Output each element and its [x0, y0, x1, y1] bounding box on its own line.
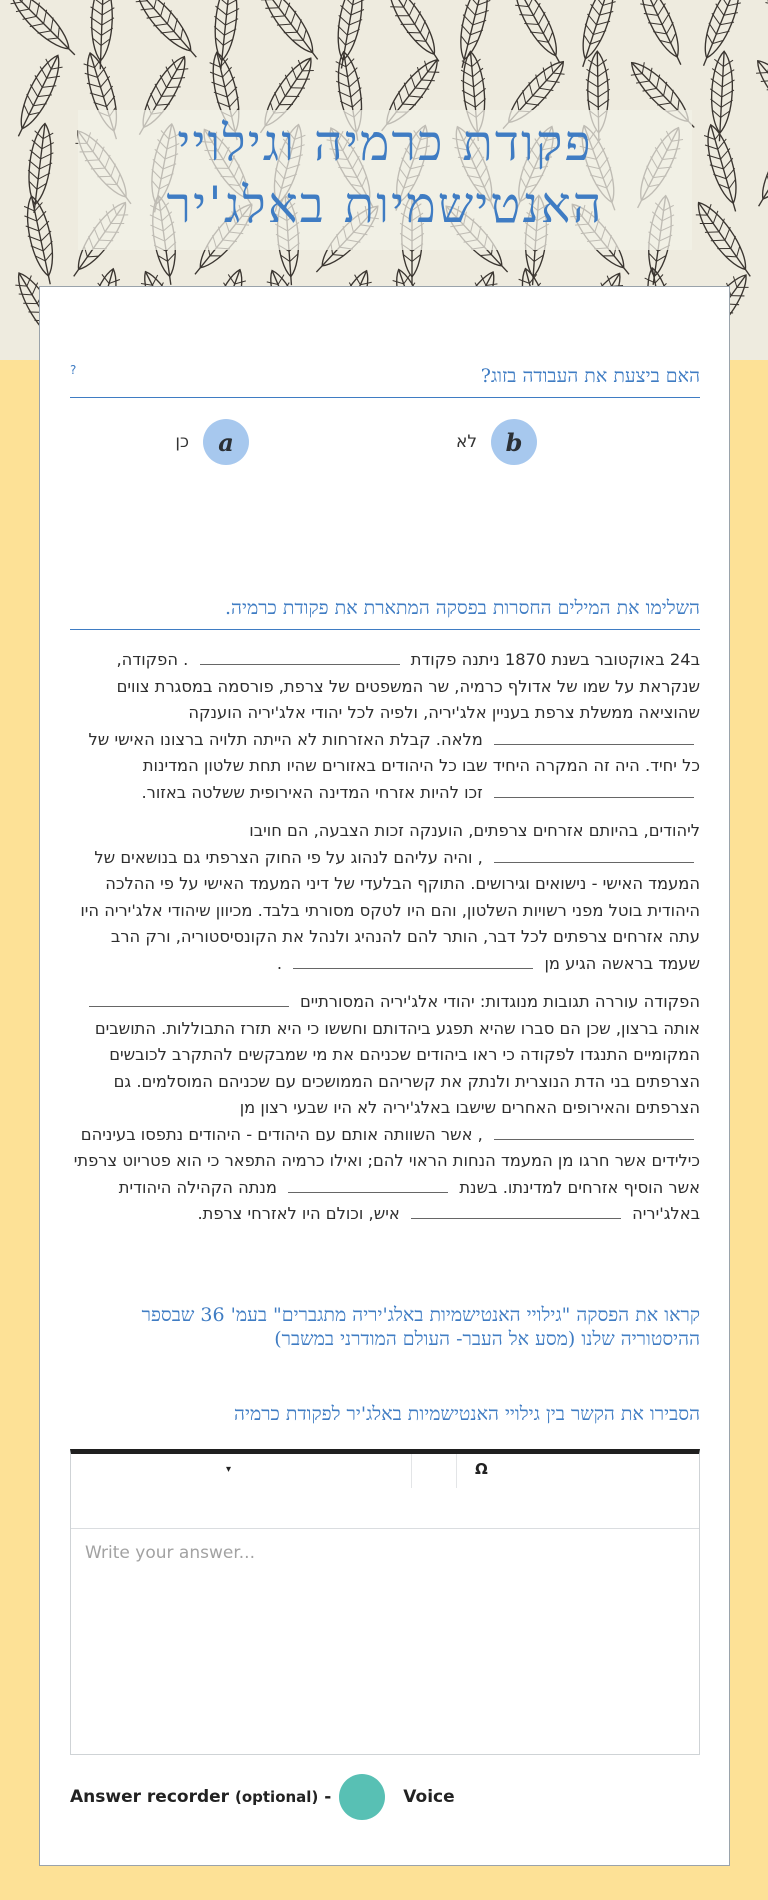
- p1-text-3: מלאה. קבלת האזרחות לא הייתה תלויה ברצונו האישי של כל יחיד. היה זה המקרה היחיד שבו כל היהודים באזורים שהיו תחת שלטון המדינות: [88, 729, 700, 775]
- record-button[interactable]: [339, 1774, 385, 1820]
- format-dropdown-icon[interactable]: ▾: [226, 1464, 232, 1475]
- option-a[interactable]: [175, 419, 249, 465]
- fill-in-passage: [70, 647, 700, 1240]
- paragraph-3: [70, 989, 700, 1228]
- question1-mark: ?: [70, 363, 77, 377]
- feather-icon: [758, 0, 768, 70]
- p2-text-4: .: [276, 953, 283, 973]
- p3-text-6: איש, וכולם היו לאזרחי צרפת.: [197, 1204, 400, 1223]
- p3-text-3: , אשר השוותה אותם עם היהודים - היהודים נתפסו בעיניהם: [80, 1124, 483, 1144]
- toolbar-divider: [411, 1454, 412, 1488]
- blank-9[interactable]: [411, 1201, 621, 1219]
- recorder-optional: (optional): [234, 1788, 319, 1806]
- page-title-line2: האנטישמיות באלג'יר: [166, 176, 604, 234]
- feather-icon: [749, 53, 768, 137]
- paragraph-1: [70, 647, 700, 806]
- blank-2[interactable]: [494, 727, 694, 745]
- feather-icon: [20, 194, 62, 287]
- question3-heading: קראו את הפסקה "גילויי האנטישמיות באלג'יריה מתגברים" בעמ' 36 שבספר ההיסטוריה שלנו (מסע אל העבר- העולם המודרני במשבר): [141, 1304, 700, 1350]
- page-title: [78, 110, 692, 250]
- feather-icon: [699, 122, 747, 215]
- p3-text-5: מנתה הקהילה היהודית באלג'יריה: [118, 1177, 700, 1223]
- feather-icon: [128, 0, 205, 65]
- p3-text-2: אותה ברצון, שכן הם סברו שהיא תפגע ביהדותם וחששו כי היא תזרז התבוללות. התושבים המקומיים התנגדו לפקודה כי ראו ביהודים שכניהם את מי שמבקשים להתקרב לכובשים הצרפתים בני הדת הנוצרית ולנתק את קשריהם הממושכים עם שכניהם המוסלמים. גם הצרפתים והאירופים האחרים שישבו באלג'יריה לא היו שבעי רצון מן: [94, 1018, 700, 1117]
- feather-icon: [330, 0, 369, 71]
- option-a-letter: a: [203, 419, 249, 465]
- question2-heading: השלימו את המילים החסרות בפסקה המתארת את פקודת כרמיה.: [70, 597, 700, 630]
- blank-3[interactable]: [494, 780, 694, 798]
- voice-label: Voice: [403, 1787, 455, 1807]
- feather-icon: [451, 0, 496, 71]
- p3-text-1: הפקודה עוררה תגובות מנוגדות: יהודי אלג'יריה המסורתיים: [300, 992, 700, 1011]
- feather-icon: [506, 0, 570, 69]
- feather-icon: [3, 0, 84, 63]
- answer-textarea[interactable]: Write your answer...: [85, 1543, 255, 1563]
- feather-icon: [380, 0, 449, 68]
- p1-text-1: ב24 באוקטובר בשנת 1870 ניתנה פקודת: [410, 650, 700, 669]
- special-character-icon[interactable]: Ω: [475, 1460, 488, 1478]
- feather-icon: [22, 122, 57, 214]
- feather-icon: [689, 196, 760, 283]
- question4-heading: הסבירו את הקשר בין גילויי האנטישמיות באלג'יר לפקודת כרמיה: [234, 1403, 700, 1425]
- blank-7[interactable]: [494, 1122, 694, 1140]
- question1-heading: האם ביצעת את העבודה בזוג?: [70, 365, 700, 398]
- worksheet-card: [39, 286, 730, 1866]
- p1-text-4: זכו להיות אזרחי המדינה האירופית ששלטה באזור.: [141, 782, 483, 802]
- recorder-dash: -: [324, 1787, 332, 1807]
- page-title-line1: פקודת כרמיה וגילויי: [177, 114, 593, 172]
- option-b-label: לא: [455, 432, 477, 452]
- blank-8[interactable]: [288, 1175, 448, 1193]
- option-a-label: כן: [175, 432, 189, 452]
- feather-icon: [692, 0, 748, 70]
- answer-recorder: [70, 1774, 455, 1820]
- p2-text-2: , והיה עליהם לנהוג על פי החוק הצרפתי גם בנושאים של: [94, 847, 483, 867]
- feather-icon: [254, 0, 327, 67]
- blank-4[interactable]: [494, 845, 694, 863]
- p2-text-1: ליהודים, בהיותם אזרחים צרפתים, הוענקה זכות הצבעה, הם חויבו: [249, 821, 700, 840]
- blank-5[interactable]: [293, 951, 533, 969]
- feather-icon: [632, 0, 692, 70]
- blank-6[interactable]: [89, 989, 289, 1007]
- feather-icon: [8, 50, 69, 141]
- p1-text-2: . הפקודה, שנקראת על שמו של אדולף כרמיה, שר המשפטים של צרפת, פורסמה במסגרת צווים שהוציאה ממשלת צרפת בעניין אלג'יריה, ולפיה לכל יהודי אלג'יריה הוענקה: [116, 650, 700, 722]
- paragraph-2: [70, 818, 700, 977]
- feather-icon: [762, 194, 768, 287]
- p2-text-3: המעמד האישי - נישואים וגירושים. התוקף הבלעדי של דיני המעמד האישי על פי ההלכה היהודית בוטל מפני רשויות השלטון, והם היו לטקס מסורתי בלבד. מכיוון שיהודי אלג'יריה היו עתה אזרחים צרפתים לכל דבר, הותר להם להנהיג ולנהל את הקונסיסטוריה, ורק הרב שעמד בראשה הגיע מן: [80, 874, 700, 973]
- option-b[interactable]: [456, 419, 537, 465]
- editor-toolbar: [71, 1454, 699, 1529]
- toolbar-divider: [456, 1454, 457, 1488]
- feather-icon: [748, 123, 768, 212]
- p3-text-4: כילידים אשר חרגו מן המעמד הנחות הראוי להם; ואילו כרמיה התפאר כי הוא פטריוט צרפתי אשר הוסיף אזרחים למדינתו. בשנת: [73, 1151, 700, 1197]
- blank-1[interactable]: [200, 647, 400, 665]
- recorder-label: Answer recorder: [70, 1787, 230, 1807]
- feather-icon: [571, 0, 621, 71]
- option-b-letter: b: [491, 419, 537, 465]
- answer-editor: [70, 1449, 700, 1755]
